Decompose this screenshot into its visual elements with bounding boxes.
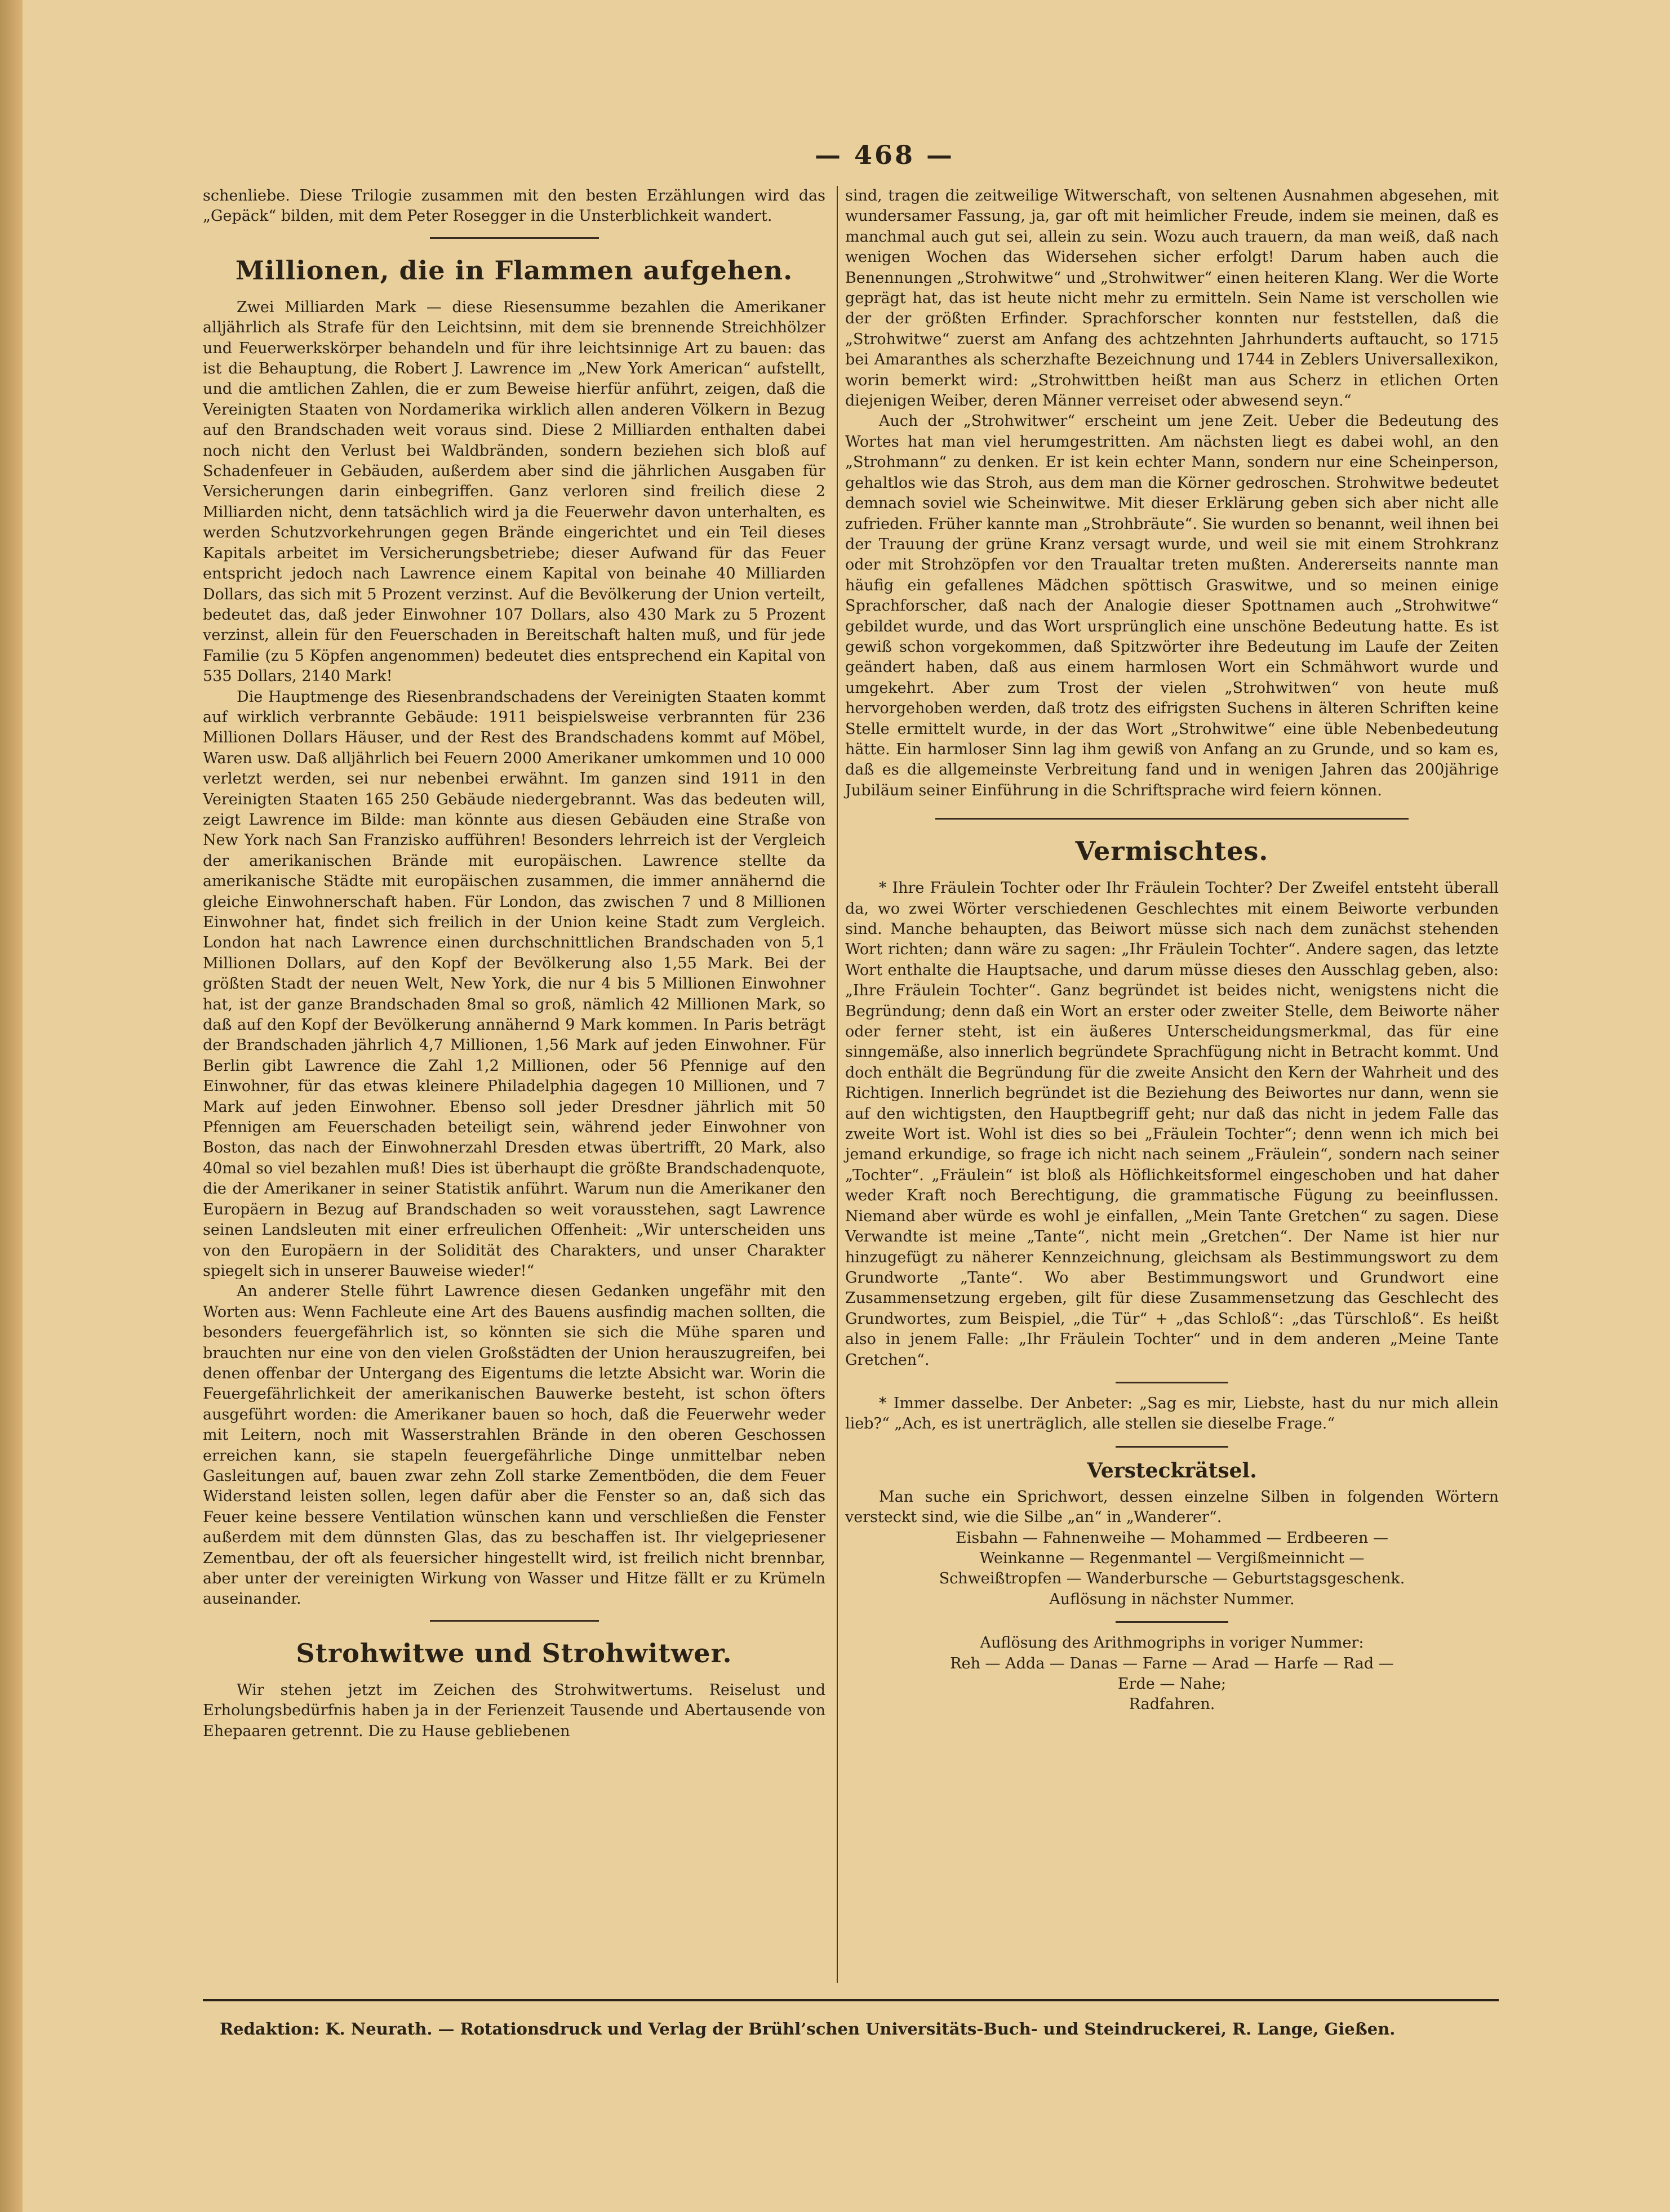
continuation-paragraph: sind, tragen die zeitweilige Witwerschaft, von seltenen Ausnahmen abgesehen, mit wundersamer Fassung, ja, gar oft mit heimlicher Freude, indem sie meinen, daß es manchmal auch gut sei, allein zu sein. Wozu auch trauern, da man weiß, daß nach wenigen Wochen das Widersehen sicher erfolgt! Darum haben auch die Benennungen „Strohwitwe“ und „Strohwitwer“ einen heiteren Klang. Wer die Worte geprägt hat, das ist heute nicht mehr zu ermitteln. Sein Name ist verschollen wie der der größten Erfinder. Sprachforscher konnten nur feststellen, daß die „Strohwitwe“ zuerst am Anfang des achtzehnten Jahrhunderts auftaucht, so 1715 bei Amaranthes als scherzhafte Bezeichnung und 1744 in Zeblers Universallexikon, worin bemerkt wird: „Strohwittben heißt man aus Scherz in etlichen Orten diejenigen Weiber, deren Männer verreiset oder abwesend seyn.“ [845, 187, 1499, 410]
riddle-line: Weinkanne — Regenmantel — Vergißmeinnicht — [979, 1549, 1365, 1567]
left-column [203, 186, 825, 1742]
separator-rule [430, 1620, 599, 1622]
article-title-millionen: Millionen, die in Flammen aufgehen. [235, 255, 793, 286]
separator-rule [430, 237, 599, 239]
separator-rule [1116, 1446, 1228, 1448]
solution-line: Erde — Nahe; [1117, 1675, 1227, 1693]
article-title-strohwitwe: Strohwitwe und Strohwitwer. [296, 1637, 732, 1668]
separator-rule [1116, 1621, 1228, 1623]
riddle-line: Eisbahn — Fahnenweihe — Mohammed — Erdbeeren — [956, 1529, 1388, 1547]
intro-paragraph: schenliebe. Diese Trilogie zusammen mit den besten Erzählungen wird das „Gepäck“ bilden, mit dem Peter Rosegger in die Unsterblichkeit wandert. [203, 187, 825, 225]
footer-rule [203, 1999, 1499, 2001]
separator-rule [935, 818, 1409, 820]
misc-item: * Ihre Fräulein Tochter oder Ihr Fräulein Tochter? Der Zweifel entsteht überall da, wo zwei Wörter verschiedenen Geschlechtes mit einem Beiworte verbunden sind. Manche behaupten, das Beiwort müsse sich nach dem zunächst stehenden Wort richten; dann wäre zu sagen: „Ihr Fräulein Tochter“. Andere sagen, das letzte Wort enthalte die Hauptsache, und darum müsse dieses den Ausschlag geben, also: „Ihre Fräulein Tochter“. Ganz begründet ist beides nicht, wenigstens nicht die Begründung; denn daß ein Wort an erster oder zweiter Stelle, dem Beiworte näher oder ferner steht, ist ein äußeres Unterscheidungsmerkmal, das für eine sinngemäße, also innerlich begründete Sprachfügung nicht in Betracht kommt. Und doch enthält die Begründung für die zweite Ansicht den Kern der Wahrheit und des Richtigen. Innerlich begründet ist die Beziehung des Beiwortes nur dann, wenn sie auf den wichtigsten, den Hauptbegriff geht; nur daß das nicht in jedem Falle das zweite Wort ist. Wohl ist dies so bei „Fräulein Tochter“; denn wenn ich mich bei jemand erkundige, so frage ich nicht nach seinem „Fräulein“, sondern nach seiner „Tochter“. „Fräulein“ ist bloß als Höflichkeitsformel eingeschoben und hat daher weder Kraft noch Berechtigung, die grammatische Fügung zu beeinflussen. Niemand aber würde es wohl je einfallen, „Mein Tante Gretchen“ zu sagen. Diese Verwandte ist meine „Tante“, nicht mein „Gretchen“. Der Name ist hier nur hinzugefügt zu näherer Kennzeichnung, gleichsam als Bestimmungswort zu dem Grundworte „Tante“. Wo aber Bestimmungswort und Grundwort eine Zusammensetzung ergeben, gilt für diese Zusammensetzung das Geschlecht des Grundwortes, zum Beispiel, „die Tür“ + „das Schloß“: „das Türschloß“. Es heißt also in jenem Falle: „Ihr Fräulein Tochter“ und in dem anderen „Meine Tante Gretchen“. [845, 879, 1499, 1369]
continuation-paragraph: Auch der „Strohwitwer“ erscheint um jene Zeit. Ueber die Bedeutung des Wortes hat man viel herumgestritten. Am nächsten liegt es dabei wohl, an den „Strohmann“ zu denken. Er ist kein echter Mann, sondern nur eine Scheinperson, gehaltlos wie das Stroh, aus dem man die Körner gedroschen. Strohwitwe bedeutet demnach soviel wie Scheinwitwe. Mit dieser Erklärung geben sich aber nicht alle zufrieden. Früher kannte man „Strohbräute“. Sie wurden so benannt, weil ihnen bei der Trauung der grüne Kranz versagt wurde, und weil sie mit einem Strohkranz oder mit Strohzöpfen vor den Traualtar treten mußten. Andererseits nannte man häufig ein gefallenes Mädchen spöttisch Graswitwe, und so meinen einige Sprachforscher, daß nach der Analogie dieser Spottnamen auch „Strohwitwe“ gebildet wurde, und das Wort ursprünglich eine unschöne Bedeutung hatte. Es ist gewiß schon vorgekommen, daß Spitzwörter ihre Bedeutung im Laufe der Zeiten geändert haben, daß aus einem harmlosen Wort ein Schmähwort wurde und umgekehrt. Aber zum Trost der vielen „Strohwitwen“ von heute muß hervorgehoben werden, daß trotz des eifrigsten Suchens in älteren Schriften keine Stelle ermittelt wurde, in der das Wort „Strohwitwe“ eine üble Nebenbedeutung hätte. Ein harmloser Sinn lag ihm gewiß von Anfang an zu Grunde, und so kam es, daß es die allgemeinste Verbreitung fand und in wenigen Jahren das 200jährige Jubiläum seiner Einführung in die Schriftsprache wird feiern können. [845, 412, 1499, 799]
section-title-vermischtes: Vermischtes. [1075, 836, 1269, 867]
solution-line: Radfahren. [1129, 1695, 1215, 1713]
article-paragraph: Die Hauptmenge des Riesenbrandschadens der Vereinigten Staaten kommt auf wirklich verbrannte Gebäude: 1911 beispielsweise verbrannten für 236 Millionen Dollars Häuser, und der Rest des Brandschadens kommt auf Möbel, Waren usw. Daß alljährlich bei Feuern 2000 Amerikaner umkommen und 10 000 verletzt werden, sei nur nebenbei erwähnt. Im ganzen sind 1911 in den Vereinigten Staaten 165 250 Gebäude niedergebrannt. Was das bedeuten will, zeigt Lawrence im Bilde: man könnte aus diesen Gebäuden eine Straße von New York nach San Franzisko aufführen! Besonders lehrreich ist der Vergleich der amerikanischen Brände mit europäischen. Lawrence stellte da amerikanische Städte mit europäischen zusammen, die immer annähernd die gleiche Einwohnerschaft haben. Für London, das zwischen 7 und 8 Millionen Einwohner hat, findet sich freilich in der Union keine Stadt zum Vergleich. London hat nach Lawrence einen durchschnittlichen Brandschaden von 5,1 Millionen Dollars, auf den Kopf der Bevölkerung also 1,55 Mark. Bei der größten Stadt der neuen Welt, New York, die nur 4 bis 5 Millionen Einwohner hat, ist der ganze Brandschaden 8mal so groß, nämlich 42 Millionen Mark, so daß auf den Kopf der Bevölkerung annähernd 9 Mark kommen. In Paris beträgt der Brandschaden jährlich 4,7 Millionen, 1,56 Mark auf jeden Einwohner. Für Berlin gibt Lawrence die Zahl 1,2 Millionen, oder 56 Pfennige auf den Einwohner, für das etwas kleinere Philadelphia dagegen 10 Millionen, und 7 Mark auf jeden Einwohner. Ebenso soll jeder Dresdner jährlich mit 50 Pfennigen am Feuerschaden beteiligt sein, während jeder Einwohner von Boston, das nach der Einwohnerzahl Dresden etwas übertrifft, 20 Mark, also 40mal so viel bezahlen muß! Dies ist überhaupt die größte Brandschadenquote, die der Amerikaner in seiner Statistik anführt. Warum nun die Amerikaner den Europäern in Bezug auf Brandschaden so weit vorausstehen, sagt Lawrence seinen Landsleuten mit einer erfreulichen Offenheit: „Wir unterscheiden uns von den Europäern in der Solidität des Charakters, und unser Charakter spiegelt sich in unserer Bauweise wieder!“ [203, 688, 825, 1280]
article-paragraph: Wir stehen jetzt im Zeichen des Strohwitwertums. Reiselust und Erholungsbedürfnis haben ja in der Ferienzeit Tausende und Abertausende von Ehepaaren getrennt. Die zu Hause gebliebenen [203, 1681, 825, 1740]
separator-rule [1116, 1382, 1228, 1383]
column-divider [837, 186, 838, 1983]
solution-title: Auflösung des Arithmogriphs in voriger Nummer: [980, 1634, 1364, 1652]
article-paragraph: Zwei Milliarden Mark — diese Riesensumme bezahlen die Amerikaner alljährlich als Strafe für den Leichtsinn, mit dem sie brennende Streichhölzer und Feuerwerkskörper behandeln und für ihre leichtsinnige Art zu bauen: das ist die Behauptung, die Robert J. Lawrence im „New York American“ aufstellt, und die amtlichen Zahlen, die er zum Beweise hierfür anführt, zeigen, daß die Vereinigten Staaten von Nordamerika wirklich allen anderen Völkern in Bezug auf den Brandschaden weit voraus sind. Diese 2 Milliarden enthalten dabei noch nicht den Verlust bei Waldbränden, sondern beziehen sich bloß auf Schadenfeuer in Gebäuden, außerdem aber sind die jährlichen Ausgaben für Versicherungen darin einbegriffen. Ganz verloren sind freilich diese 2 Milliarden nicht, denn tatsächlich wird ja die Feuerwehr davon unterhalten, es werden Schutzvorkehrungen gegen Brände eingerichtet und ein Teil dieses Kapitals arbeitet im Versicherungsbetriebe; dieser Aufwand für das Feuer entspricht jedoch nach Lawrence einem Kapital von beinahe 40 Milliarden Dollars, das sich mit 5 Prozent verzinst. Auf die Bevölkerung der Union verteilt, bedeutet das, daß jeder Einwohner 107 Dollars, also 430 Mark zu 5 Prozent verzinst, allein für den Feuerschaden in Bereitschaft halten muß, und für jede Familie (zu 5 Köpfen angenommen) bedeutet dies entsprechend ein Kapital von 535 Dollars, 2140 Mark! [203, 298, 825, 686]
riddle-line: Schweißtropfen — Wanderbursche — Geburtstagsgeschenk. [939, 1570, 1405, 1588]
imprint-footer: Redaktion: K. Neurath. — Rotationsdruck und Verlag der Brühl’schen Universitäts-Buch- und Steindruckerei, R. Lange, Gießen. [220, 2019, 1396, 2039]
riddle-box [845, 1458, 1499, 1715]
solution-line: Reh — Adda — Danas — Farne — Arad — Harfe — Rad — [950, 1654, 1394, 1672]
misc-item: * Immer dasselbe. Der Anbeter: „Sag es mir, Liebste, hast du nur mich allein lieb?“ „Ach, es ist unerträglich, alle stellen sie dieselbe Frage.“ [845, 1394, 1499, 1433]
riddle-intro: Man suche ein Sprichwort, dessen einzelne Silben in folgenden Wörtern versteckt sind, wie die Silbe „an“ in „Wanderer“. [845, 1488, 1499, 1526]
page-number: — 468 — [814, 140, 955, 170]
adjacent-page-edge [0, 0, 23, 2212]
riddle-title: Versteckrätsel. [1087, 1458, 1257, 1483]
right-column [845, 186, 1499, 1715]
article-paragraph: An anderer Stelle führt Lawrence diesen Gedanken ungefähr mit den Worten aus: Wenn Fachleute eine Art des Bauens ausfindig machen sollten, die besonders feuergefährlich ist, so könnten sie sich die Mühe sparen und brauchten nur eine von den vielen Großstädten der Union herauszugreifen, bei denen offenbar der Untergang des Eigentums die letzte Absicht war. Worin die Feuergefährlichkeit der amerikanischen Bauwerke besteht, ist schon öfters ausgeführt worden: die Amerikaner bauen so hoch, daß die Feuerwehr weder mit Leitern, noch mit Wasserstrahlen Brände in den oberen Geschossen erreichen kann, sie stapeln feuergefährliche Dinge unmittelbar neben Gasleitungen auf, bauen zwar zehn Zoll starke Zementböden, die dem Feuer Widerstand leisten sollen, legen dafür aber die Fenster so an, daß sich das Feuer keine bessere Ventilation wünschen kann und verschließen die Fenster außerdem mit dem dünnsten Glas, das zu beschaffen ist. Ihr vielgepriesener Zementbau, der oft als feuersicher hingestellt wird, ist freilich nicht brennbar, aber unter der vereinigten Wirkung von Wasser und Hitze fällt er zu Krümeln auseinander. [203, 1283, 825, 1608]
riddle-next-note: Auflösung in nächster Nummer. [1049, 1590, 1295, 1608]
